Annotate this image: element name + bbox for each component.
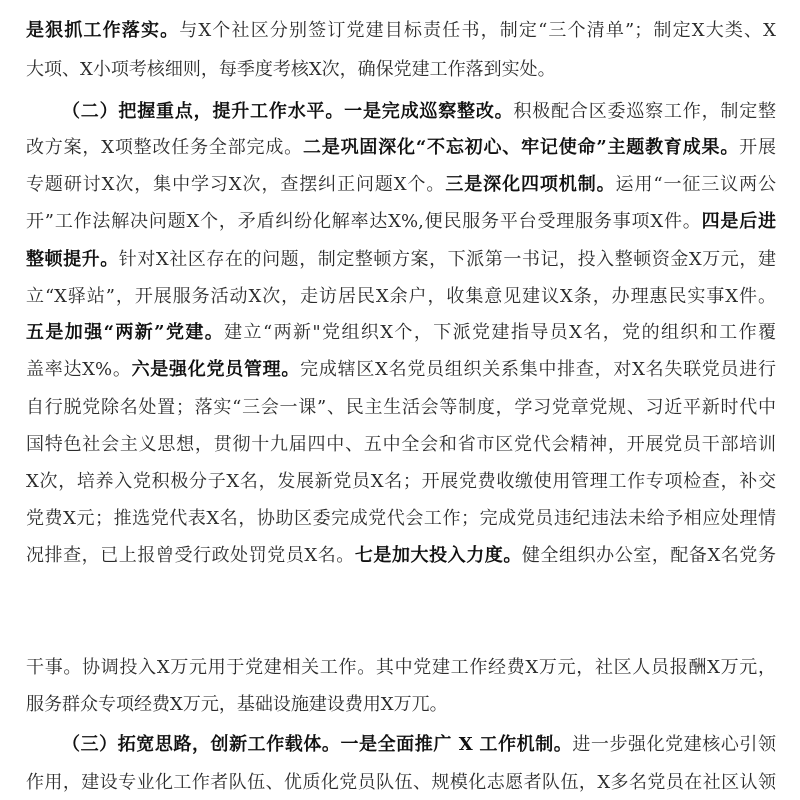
body-text: 完成辖区X名党员组织关系集中排查，对X名失联党员进行: [300, 359, 776, 380]
body-text: 况排查，已上报曾受行政处罚党员X名。: [26, 545, 355, 566]
body-text: 开展: [739, 137, 776, 158]
body-text: 积极配合区委巡察工作，制定整: [513, 101, 777, 122]
body-text: 党费X元；推选党代表X名，协助区委完成党代会工作；完成党员违纪违法未给予相应处理情: [26, 508, 776, 529]
body-text: 进一步强化党建核心引领: [572, 734, 777, 755]
body-text: 作用，建设专业化工作者队伍、优质化党员队伍、规模化志愿者队伍，X多名党员在社区认领: [26, 772, 776, 793]
bold-text: 三是深化四项机制。: [445, 174, 616, 195]
body-text: 改方案，X项整改任务全部完成。: [26, 137, 303, 158]
paragraph-line: [26, 172, 776, 198]
paragraph-line: [26, 284, 776, 310]
body-text: 服务群众专项经费X万元，基础设施建设费用X万兀。: [26, 694, 448, 715]
section-heading-line: [62, 732, 776, 758]
body-text: 开”工作法解决问题X个，矛盾纠纷化解率达X%,便民服务平台受理服务事项X件。: [26, 211, 702, 232]
body-text: X次，培养入党积极分子X名，发展新党员X名；开展党费收缴使用管理工作专项检查，补交: [26, 471, 776, 492]
paragraph-line: [26, 247, 776, 273]
paragraph-line: [26, 357, 776, 383]
bold-text: （二）把握重点，提升工作水平。一是完成巡察整改。: [62, 101, 514, 122]
body-text: 针对X社区存在的问题，制定整顿方案，下派第一书记，投入整顿资金X万元，建: [118, 249, 776, 270]
paragraph-line: [26, 18, 776, 44]
paragraph-line: [26, 543, 776, 569]
bold-text: 七是加大投入力度。: [354, 545, 522, 566]
body-text: 建立“两新"党组织X个，下派党建指导员X名，党的组织和工作覆: [224, 322, 776, 343]
body-text: 国特色社会主义思想，贯彻十九届四中、五中全会和省市区党代会精神，开展党员干部培训: [26, 434, 776, 455]
body-text: 干事。协调投入X万元用于党建相关工作。其中党建工作经费X万元，社区人员报酬X万元，: [26, 657, 776, 678]
body-text: 与X个社区分别签订党建目标责任书，制定“三个清单”；制定X大类、X: [179, 20, 776, 41]
paragraph-line: [26, 506, 776, 532]
bold-text: 六是强化党员管理。: [131, 359, 301, 380]
paragraph-line: [26, 432, 776, 458]
bold-text: 四是后进: [701, 211, 777, 232]
body-text: 运用“一征三议两公: [615, 174, 777, 195]
section-heading-line: [62, 99, 776, 125]
paragraph-line: [26, 692, 776, 718]
body-text: 健全组织办公室，配备X名党务: [521, 545, 776, 566]
paragraph-line: [26, 469, 776, 495]
body-text: 盖率达X%。: [26, 359, 132, 380]
paragraph-line: [26, 395, 776, 421]
paragraph-line: [26, 57, 776, 83]
paragraph-line: [26, 770, 776, 796]
paragraph-line: [26, 209, 776, 235]
bold-text: 是狠抓工作落实。: [26, 20, 180, 41]
body-text: 专题研讨X次，集中学习X次，查摆纠正问题X个。: [26, 174, 446, 195]
paragraph-line: [26, 320, 776, 346]
bold-text: 五是加强“两新”党建。: [26, 322, 225, 343]
body-text: 自行脱党除名处置；落实“三会一课”、民主生活会等制度，学习党章党规、习近平新时代中: [26, 397, 776, 418]
paragraph-line: [26, 655, 776, 681]
bold-text: （三）拓宽思路，创新工作载体。一是全面推广 X 工作机制。: [62, 734, 573, 755]
paragraph-line: [26, 135, 776, 161]
bold-text: 二是巩固深化“不忘初心、牢记使命”主题教育成果。: [302, 137, 740, 158]
body-text: 大项、X小项考核细则，每季度考核X次，确保党建工作落到实处。: [26, 59, 556, 80]
bold-text: 整顿提升。: [26, 249, 119, 270]
body-text: 立“X驿站”，开展服务活动X次，走访居民X余户，收集意见建议X条，办理惠民实事X件。: [26, 286, 776, 307]
